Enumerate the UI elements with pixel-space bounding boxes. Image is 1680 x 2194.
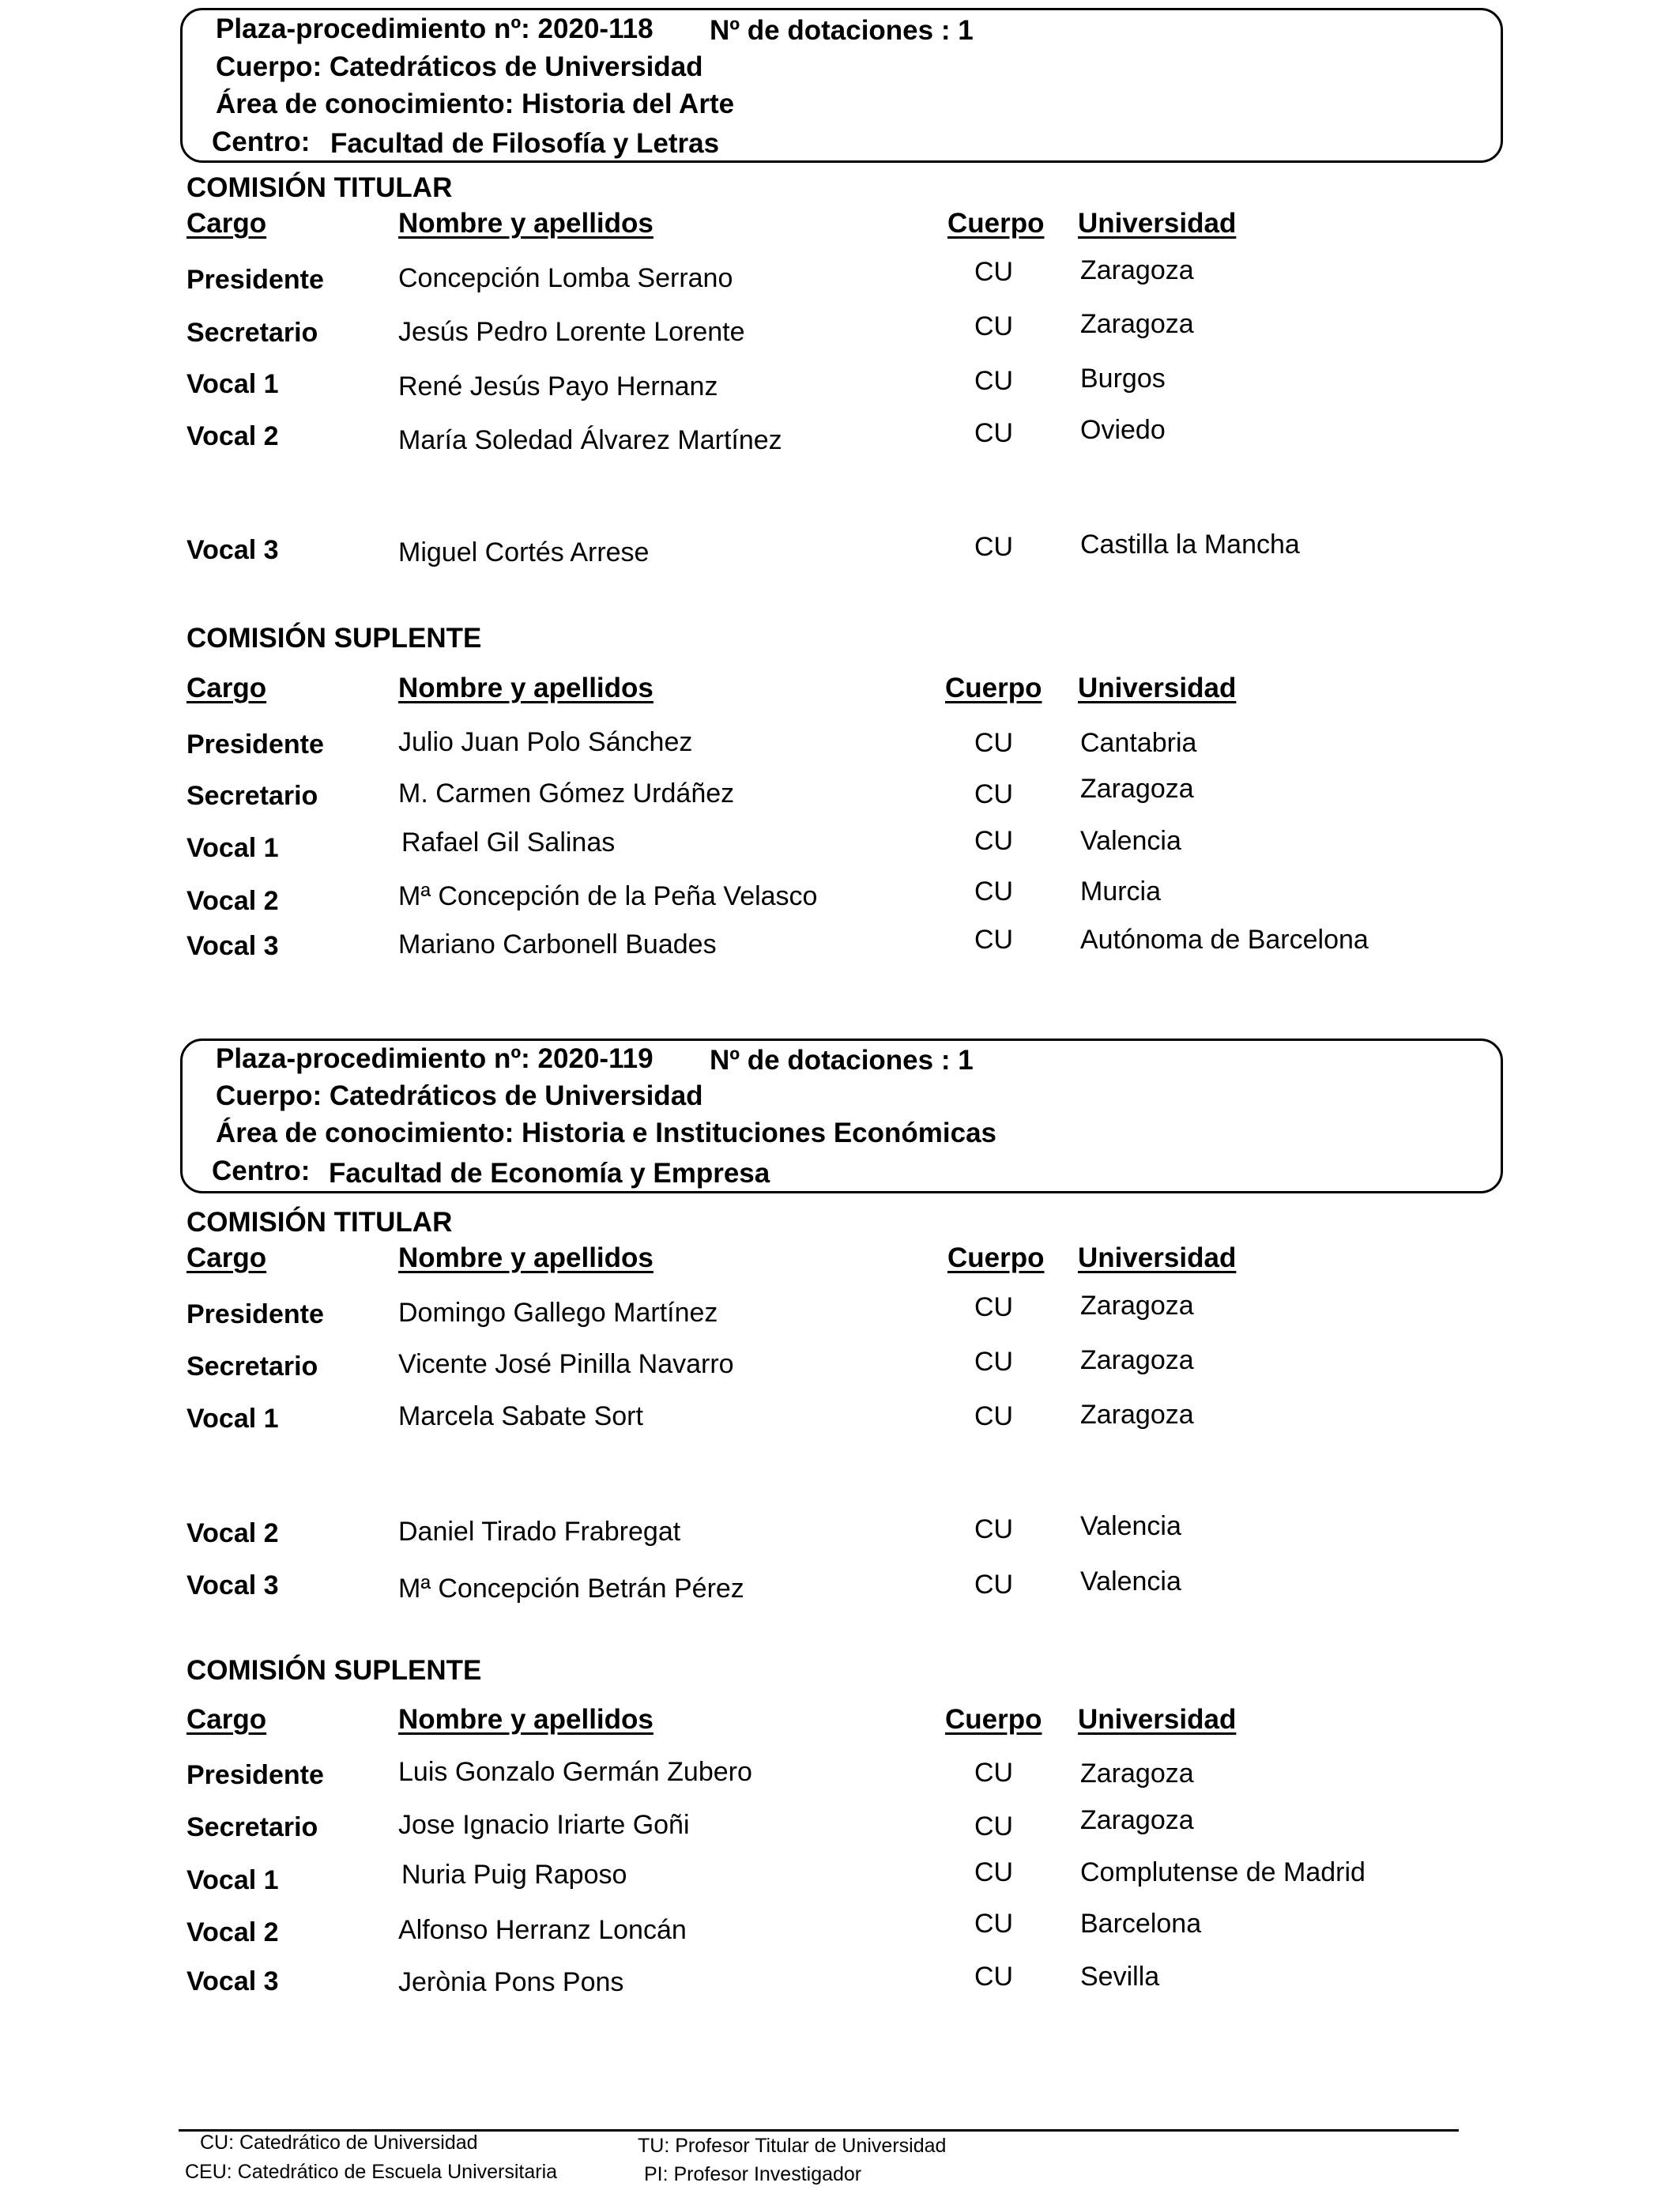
row-cuerpo: CU (974, 1758, 1014, 1788)
row-universidad: Zaragoza (1080, 1759, 1194, 1789)
area-label: Área de conocimiento: Historia e Instituciones Económicas (216, 1118, 997, 1148)
row-cargo: Vocal 2 (186, 421, 279, 451)
dotaciones: Nº de dotaciones : 1 (710, 1045, 974, 1076)
row-cuerpo: CU (974, 826, 1014, 856)
row-universidad: Oviedo (1080, 415, 1166, 445)
row-universidad: Valencia (1080, 1566, 1181, 1596)
row-nombre: Mariano Carbonell Buades (398, 929, 717, 959)
row-universidad: Zaragoza (1080, 1400, 1194, 1430)
row-cuerpo: CU (974, 728, 1014, 758)
row-cuerpo: CU (974, 257, 1014, 287)
row-nombre: Mª Concepción Betrán Pérez (398, 1574, 744, 1604)
row-cargo: Vocal 1 (186, 369, 279, 399)
column-header-cuerpo: Cuerpo (945, 1704, 1042, 1735)
column-header-nombre: Nombre y apellidos (398, 1242, 654, 1273)
row-cargo: Vocal 2 (186, 1917, 279, 1947)
row-cargo: Vocal 1 (186, 1865, 279, 1895)
row-nombre: Marcela Sabate Sort (398, 1401, 643, 1431)
plaza-number: Plaza-procedimiento nº: 2020-119 (216, 1043, 654, 1074)
column-header-universidad: Universidad (1078, 1242, 1237, 1273)
section-title-titular: COMISIÓN TITULAR (186, 172, 453, 203)
row-cuerpo: CU (974, 1401, 1014, 1431)
row-nombre: Daniel Tirado Frabregat (398, 1517, 681, 1547)
row-cuerpo: CU (974, 1292, 1014, 1322)
column-header-universidad: Universidad (1078, 1704, 1237, 1735)
area-label: Área de conocimiento: Historia del Arte (216, 89, 735, 119)
row-universidad: Cantabria (1080, 728, 1197, 758)
row-cargo: Vocal 1 (186, 833, 279, 863)
row-universidad: Zaragoza (1080, 309, 1194, 339)
row-cuerpo: CU (974, 1570, 1014, 1600)
column-header-cuerpo: Cuerpo (945, 673, 1042, 703)
column-header-cargo: Cargo (186, 208, 267, 239)
row-cargo: Secretario (186, 1812, 318, 1842)
centro-label: Centro: (212, 126, 311, 157)
column-header-universidad: Universidad (1078, 673, 1237, 703)
column-header-universidad: Universidad (1078, 208, 1237, 239)
section-title-suplente: COMISIÓN SUPLENTE (186, 1655, 482, 1686)
row-cuerpo: CU (974, 532, 1014, 562)
row-nombre: Luis Gonzalo Germán Zubero (398, 1757, 752, 1787)
row-cargo: Presidente (186, 1299, 324, 1329)
row-nombre: René Jesús Payo Hernanz (398, 371, 718, 401)
row-nombre: Mª Concepción de la Peña Velasco (398, 881, 818, 911)
row-cargo: Presidente (186, 729, 324, 760)
plaza-number: Plaza-procedimiento nº: 2020-118 (216, 13, 654, 44)
row-cuerpo: CU (974, 1962, 1014, 1992)
row-cargo: Vocal 3 (186, 1966, 279, 1996)
row-universidad: Zaragoza (1080, 1291, 1194, 1321)
row-universidad: Zaragoza (1080, 1805, 1194, 1835)
row-nombre: Alfonso Herranz Loncán (398, 1915, 687, 1945)
row-universidad: Valencia (1080, 826, 1181, 856)
row-nombre: Rafael Gil Salinas (401, 827, 616, 858)
centro-value: Facultad de Economía y Empresa (329, 1158, 770, 1189)
column-header-cargo: Cargo (186, 1704, 267, 1735)
row-cargo: Vocal 3 (186, 931, 279, 961)
row-cuerpo: CU (974, 1347, 1014, 1377)
row-nombre: Vicente José Pinilla Navarro (398, 1349, 734, 1379)
row-cuerpo: CU (974, 1811, 1014, 1842)
row-cargo: Vocal 2 (186, 886, 279, 916)
row-nombre: M. Carmen Gómez Urdáñez (398, 778, 735, 809)
row-cuerpo: CU (974, 876, 1014, 907)
row-nombre: Jesús Pedro Lorente Lorente (398, 317, 745, 347)
column-header-cuerpo: Cuerpo (947, 208, 1045, 239)
column-header-cargo: Cargo (186, 1242, 267, 1273)
row-cuerpo: CU (974, 311, 1014, 341)
cuerpo-label: Cuerpo: Catedráticos de Universidad (216, 1080, 703, 1111)
row-universidad: Zaragoza (1080, 255, 1194, 285)
column-header-cargo: Cargo (186, 673, 267, 703)
row-nombre: Miguel Cortés Arrese (398, 537, 650, 567)
row-universidad: Zaragoza (1080, 774, 1194, 804)
row-universidad: Valencia (1080, 1511, 1181, 1541)
row-nombre: Nuria Puig Raposo (401, 1860, 627, 1890)
row-cargo: Vocal 3 (186, 1570, 279, 1600)
row-nombre: María Soledad Álvarez Martínez (398, 425, 782, 455)
footer-cu: CU: Catedrático de Universidad (200, 2132, 478, 2154)
footer-ceu: CEU: Catedrático de Escuela Universitaria (185, 2161, 558, 2183)
row-universidad: Murcia (1080, 876, 1162, 907)
section-title-titular: COMISIÓN TITULAR (186, 1207, 453, 1238)
row-nombre: Jerònia Pons Pons (398, 1967, 624, 1997)
row-universidad: Zaragoza (1080, 1345, 1194, 1375)
cuerpo-label: Cuerpo: Catedráticos de Universidad (216, 51, 703, 82)
row-cargo: Secretario (186, 1351, 318, 1382)
column-header-nombre: Nombre y apellidos (398, 208, 654, 239)
row-universidad: Barcelona (1080, 1909, 1202, 1939)
row-cargo: Vocal 2 (186, 1518, 279, 1548)
row-universidad: Complutense de Madrid (1080, 1857, 1365, 1887)
column-header-nombre: Nombre y apellidos (398, 1704, 654, 1735)
section-title-suplente: COMISIÓN SUPLENTE (186, 623, 482, 654)
column-header-nombre: Nombre y apellidos (398, 673, 654, 703)
centro-value: Facultad de Filosofía y Letras (330, 128, 720, 159)
row-cuerpo: CU (974, 925, 1014, 955)
row-universidad: Burgos (1080, 364, 1166, 394)
row-cuerpo: CU (974, 1857, 1014, 1887)
row-nombre: Concepción Lomba Serrano (398, 263, 733, 293)
row-nombre: Julio Juan Polo Sánchez (398, 727, 693, 757)
column-header-cuerpo: Cuerpo (947, 1242, 1045, 1273)
row-universidad: Autónoma de Barcelona (1080, 925, 1369, 955)
row-nombre: Jose Ignacio Iriarte Goñi (398, 1810, 690, 1840)
row-cuerpo: CU (974, 1514, 1014, 1544)
footer-tu: TU: Profesor Titular de Universidad (638, 2135, 947, 2157)
row-cargo: Presidente (186, 265, 324, 295)
dotaciones: Nº de dotaciones : 1 (710, 15, 974, 46)
row-cuerpo: CU (974, 779, 1014, 809)
row-cargo: Presidente (186, 1760, 324, 1790)
centro-label: Centro: (212, 1155, 311, 1186)
row-cuerpo: CU (974, 418, 1014, 448)
row-nombre: Domingo Gallego Martínez (398, 1298, 718, 1328)
row-cargo: Secretario (186, 318, 318, 348)
row-cargo: Vocal 1 (186, 1404, 279, 1434)
row-universidad: Sevilla (1080, 1962, 1160, 1992)
footer-pi: PI: Profesor Investigador (644, 2163, 862, 2185)
row-cuerpo: CU (974, 1909, 1014, 1939)
row-universidad: Castilla la Mancha (1080, 530, 1300, 560)
row-cargo: Secretario (186, 781, 318, 811)
row-cuerpo: CU (974, 366, 1014, 396)
row-cargo: Vocal 3 (186, 535, 279, 565)
